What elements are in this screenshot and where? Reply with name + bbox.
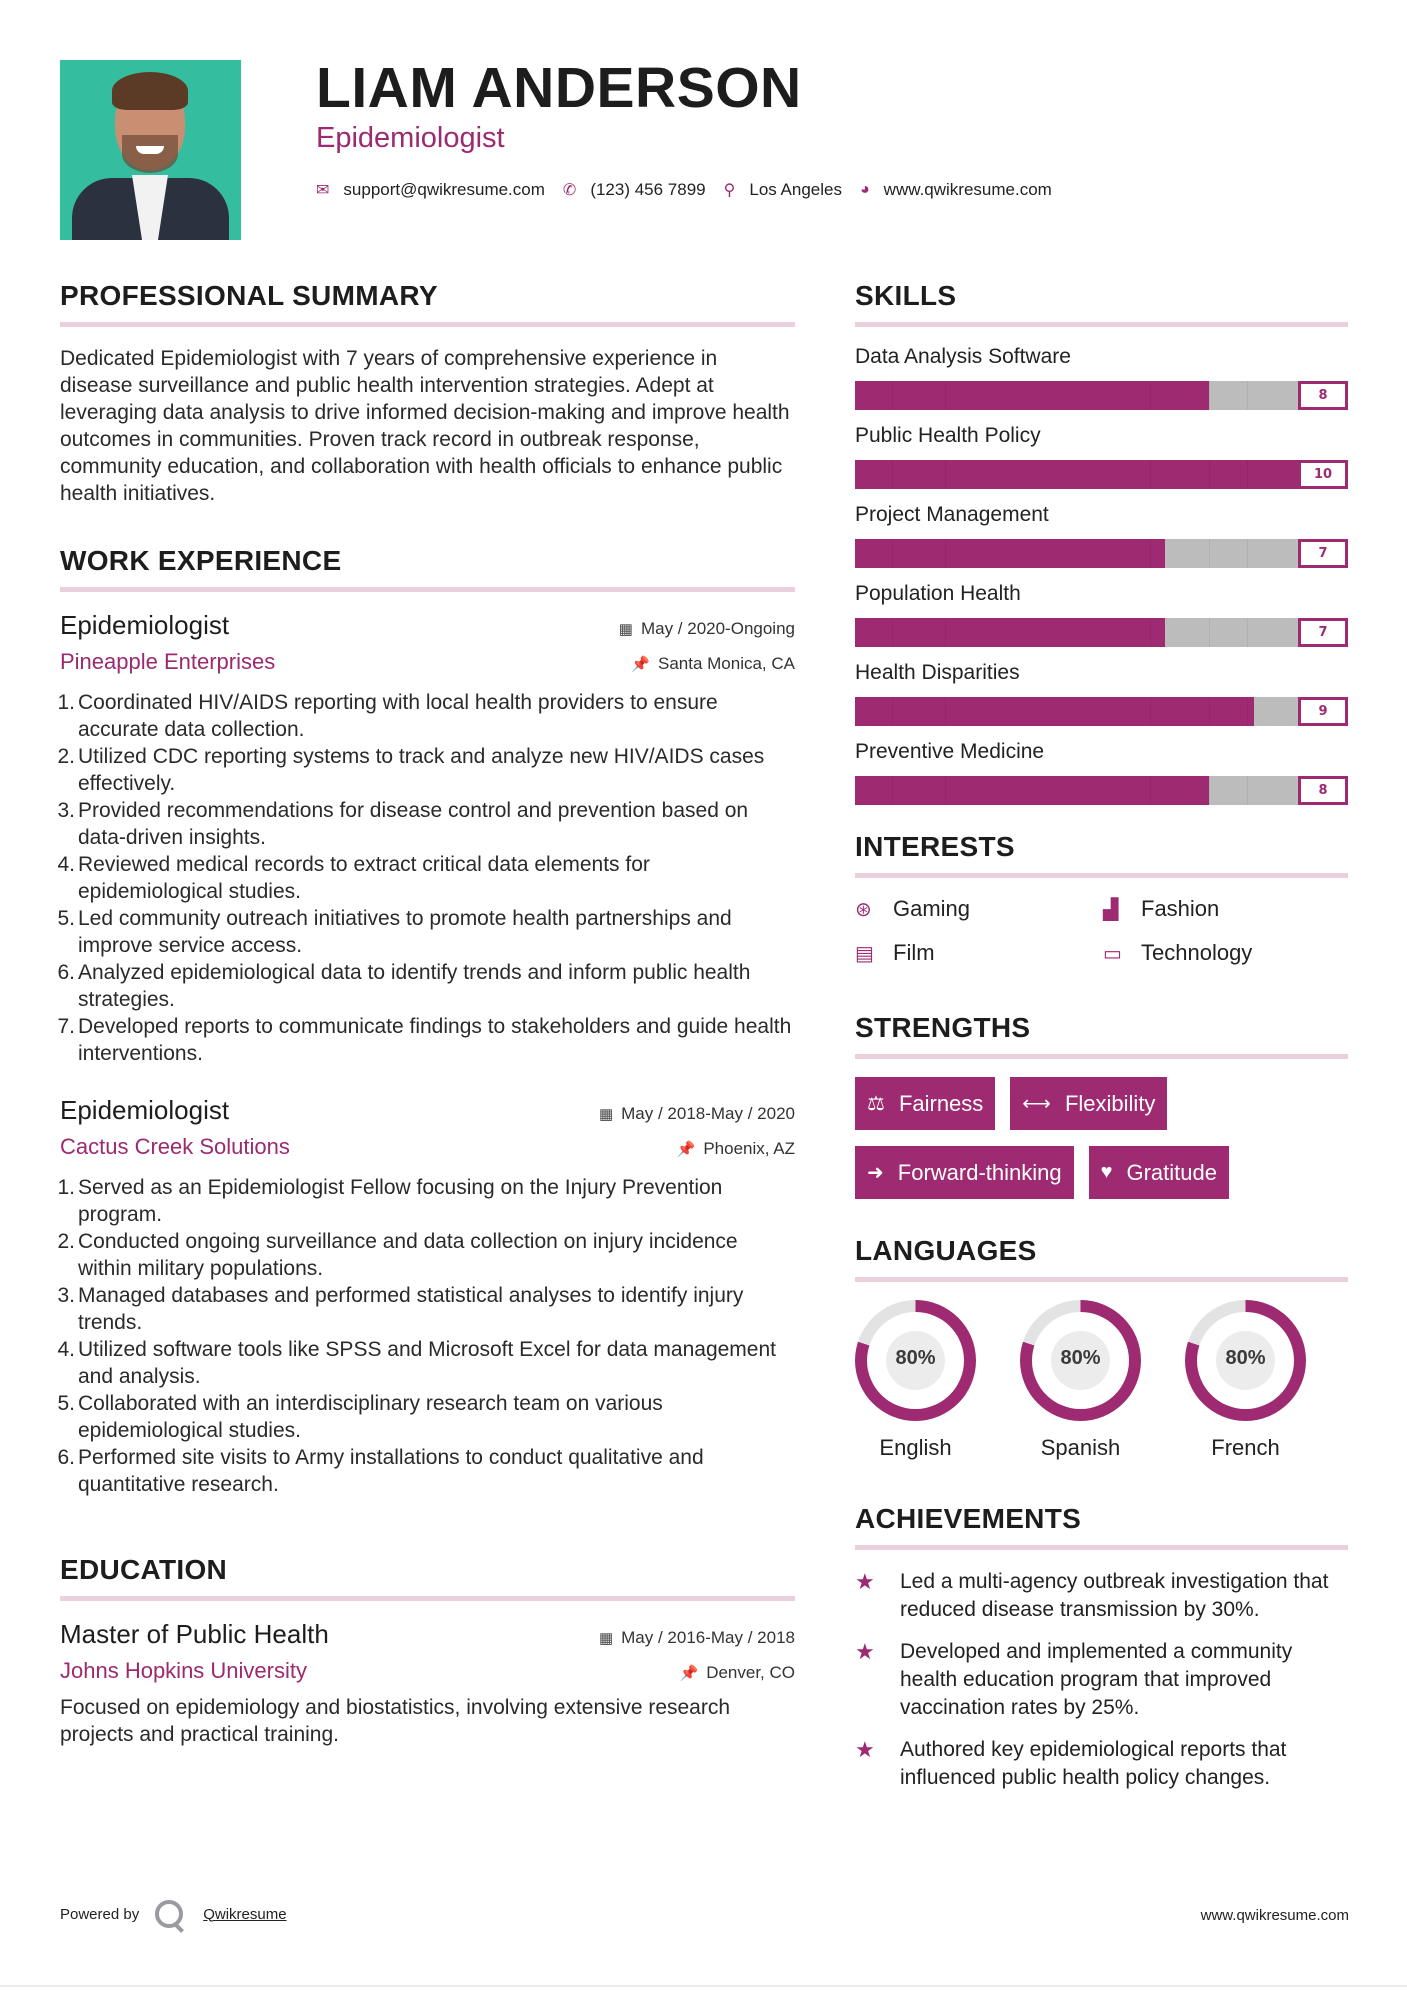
shooting-star-icon: ★ <box>855 1570 875 1595</box>
job-position: Epidemiologist <box>60 610 230 640</box>
skill-bar <box>855 776 1348 805</box>
list-item: Led community outreach initiatives to promote health partnerships and improve service access. <box>78 907 732 957</box>
languages-list <box>855 1300 1348 1461</box>
section-divider <box>855 1277 1348 1282</box>
section-divider <box>60 587 795 592</box>
contact-email[interactable]: support@qwikresume.com <box>343 180 545 199</box>
section-heading: PROFESSIONAL SUMMARY <box>60 280 438 311</box>
skill-item <box>855 345 1348 410</box>
achievement-item: ★ Developed and implemented a community health education program that improved vaccination rates by 25%. <box>855 1638 1348 1722</box>
pushpin-icon: 📌 <box>631 656 650 673</box>
skill-bar <box>855 460 1348 489</box>
skill-bar <box>855 539 1348 568</box>
candidate-name: LIAM ANDERSON <box>316 56 802 120</box>
strength-chip: ➜ Forward-thinking <box>855 1146 1074 1199</box>
language-name: French <box>1211 1435 1280 1460</box>
qwikresume-logo-icon <box>155 1900 183 1928</box>
globe-icon: ◕ <box>860 181 870 198</box>
skill-score: 9 <box>1298 697 1348 726</box>
calendar-icon: ▦ <box>618 621 633 638</box>
job-entry <box>60 610 795 1067</box>
education-description: Focused on epidemiology and biostatistics, involving extensive research projects and practical training. <box>60 1696 731 1746</box>
interest-item: ▭ Technology <box>1103 940 1253 965</box>
skill-score: 8 <box>1298 776 1348 805</box>
list-item: Provided recommendations for disease control and prevention based on data-driven insights. <box>78 799 749 849</box>
skill-label: Population Health <box>855 582 1021 605</box>
list-item: Collaborated with an interdisciplinary research team on various epidemiological studies. <box>78 1392 663 1442</box>
skill-score: 10 <box>1298 460 1348 489</box>
degree: Master of Public Health <box>60 1619 329 1649</box>
skill-item <box>855 503 1348 568</box>
pushpin-icon: 📌 <box>679 1665 699 1682</box>
skill-score: 8 <box>1298 381 1348 410</box>
contact-row <box>316 180 1070 200</box>
qwikresume-link[interactable]: Qwikresume <box>203 1905 287 1923</box>
section-divider <box>855 1545 1348 1550</box>
arrow-right-icon: ➜ <box>867 1162 884 1184</box>
language-progress-ring <box>1020 1300 1141 1421</box>
job-location: Phoenix, AZ <box>703 1139 795 1158</box>
section-heading: SKILLS <box>855 280 957 311</box>
list-item: Served as an Epidemiologist Fellow focusing on the Injury Prevention program. <box>78 1176 723 1226</box>
strengths-list <box>855 1077 1348 1199</box>
language-name: Spanish <box>1040 1435 1121 1460</box>
list-item: Coordinated HIV/AIDS reporting with local health providers to ensure accurate data collection. <box>78 691 718 741</box>
section-heading: EDUCATION <box>60 1554 228 1585</box>
skill-item <box>855 424 1348 489</box>
skill-bar <box>855 697 1348 726</box>
shopping-bag-icon: ▟ <box>1103 898 1119 921</box>
interest-item: ▟ Fashion <box>1103 896 1220 921</box>
heart-icon: ♥ <box>1100 1161 1113 1183</box>
language-progress-ring <box>855 1300 976 1421</box>
phone-icon: ✆ <box>562 182 577 199</box>
candidate-title: Epidemiologist <box>316 122 505 154</box>
section-heading: ACHIEVEMENTS <box>855 1503 1082 1534</box>
strength-chip: ⟷ Flexibility <box>1010 1077 1167 1130</box>
section-divider <box>855 1054 1348 1059</box>
strength-chip: ⚖ Fairness <box>855 1077 995 1130</box>
language-name: English <box>879 1435 952 1460</box>
profile-photo <box>60 60 241 240</box>
calendar-icon: ▦ <box>598 1106 614 1123</box>
list-item: Performed site visits to Army installations to conduct qualitative and quantitative research. <box>78 1446 704 1496</box>
interest-item: ⊛ Gaming <box>855 896 971 921</box>
list-item: Developed reports to communicate findings to stakeholders and guide health interventions. <box>78 1015 792 1065</box>
job-date: May / 2018-May / 2020 <box>621 1104 795 1123</box>
summary-section <box>60 280 795 507</box>
job-company: Pineapple Enterprises <box>60 649 276 674</box>
skill-score: 7 <box>1298 618 1348 647</box>
strengths-section <box>855 1012 1348 1199</box>
school: Johns Hopkins University <box>60 1658 307 1683</box>
list-item: Conducted ongoing surveillance and data collection on injury incidence within military populations. <box>78 1230 738 1280</box>
skills-section <box>855 280 1348 805</box>
interest-item: ▤ Film <box>855 940 935 965</box>
achievement-item: ★ Led a multi-agency outbreak investigation that reduced disease transmission by 30%. <box>855 1568 1348 1624</box>
shooting-star-icon: ★ <box>855 1640 875 1665</box>
strength-chip: ♥ Gratitude <box>1089 1146 1229 1199</box>
skill-label: Public Health Policy <box>855 424 1041 447</box>
contact-phone[interactable]: (123) 456 7899 <box>590 180 706 199</box>
list-item: Analyzed epidemiological data to identify trends and inform public health strategies. <box>78 961 751 1011</box>
balance-scale-icon: ⚖ <box>867 1093 885 1115</box>
section-divider <box>60 1596 795 1601</box>
section-heading: INTERESTS <box>855 831 1015 862</box>
list-item: Managed databases and performed statistical analyses to identify injury trends. <box>78 1284 744 1334</box>
summary-text: Dedicated Epidemiologist with 7 years of comprehensive experience in disease surveillance and public health intervention strategies. Adept at leveraging data analysis to drive informed decision-making and improve health outcomes in communities. Proven track record in outbreak response, community education, and collaboration with health officials to enhance public health initiatives. <box>60 347 790 505</box>
achievements-section <box>855 1503 1348 1792</box>
education-section <box>60 1554 795 1748</box>
language-percent: 80% <box>895 1347 936 1369</box>
language-item <box>1185 1300 1306 1461</box>
language-percent: 80% <box>1225 1347 1266 1369</box>
job-bullets <box>60 1174 795 1498</box>
list-item: Utilized CDC reporting systems to track and analyze new HIV/AIDS cases effectively. <box>78 745 765 795</box>
right-column <box>855 280 1348 1806</box>
map-pin-icon: ⚲ <box>723 182 736 199</box>
powered-by <box>60 1900 287 1928</box>
skill-bar <box>855 381 1348 410</box>
language-item <box>1020 1300 1141 1461</box>
section-heading: WORK EXPERIENCE <box>60 545 342 576</box>
job-position: Epidemiologist <box>60 1095 230 1125</box>
contact-website[interactable]: www.qwikresume.com <box>883 180 1052 199</box>
skill-label: Project Management <box>855 503 1049 526</box>
interests-section <box>855 831 1348 966</box>
job-entry <box>60 1095 795 1498</box>
skill-score: 7 <box>1298 539 1348 568</box>
section-divider <box>60 322 795 327</box>
education-location: Denver, CO <box>706 1663 795 1682</box>
skill-item <box>855 740 1348 805</box>
film-icon: ▤ <box>855 942 874 965</box>
language-percent: 80% <box>1060 1347 1101 1369</box>
skill-label: Data Analysis Software <box>855 345 1071 368</box>
envelope-icon: ✉ <box>316 182 330 199</box>
footer-website[interactable]: www.qwikresume.com <box>1200 1907 1349 1924</box>
job-date: May / 2020-Ongoing <box>640 619 795 638</box>
job-location: Santa Monica, CA <box>657 654 795 673</box>
section-divider <box>855 322 1348 327</box>
arrows-horizontal-icon: ⟷ <box>1022 1093 1051 1115</box>
language-progress-ring <box>1185 1300 1306 1421</box>
achievement-item: ★ Authored key epidemiological reports that influenced public health policy changes. <box>855 1736 1348 1792</box>
list-item: Reviewed medical records to extract critical data elements for epidemiological studies. <box>78 853 650 903</box>
shooting-star-icon: ★ <box>855 1738 875 1763</box>
left-column <box>60 280 795 1748</box>
list-item: Utilized software tools like SPSS and Microsoft Excel for data management and analysis. <box>78 1338 776 1388</box>
gamepad-icon: ⊛ <box>855 898 872 921</box>
contact-location: Los Angeles <box>749 180 842 199</box>
education-date: May / 2016-May / 2018 <box>621 1628 795 1647</box>
pushpin-icon: 📌 <box>676 1141 696 1158</box>
page-bottom-border <box>0 1985 1407 1987</box>
interests-grid <box>855 896 1348 966</box>
skill-label: Health Disparities <box>855 661 1020 684</box>
skill-label: Preventive Medicine <box>855 740 1045 763</box>
section-heading: STRENGTHS <box>855 1012 1031 1043</box>
skill-item <box>855 661 1348 726</box>
section-heading: LANGUAGES <box>855 1235 1037 1266</box>
powered-by-label: Powered by <box>60 1905 140 1923</box>
laptop-icon: ▭ <box>1103 942 1122 965</box>
skill-bar <box>855 618 1348 647</box>
experience-section <box>60 545 795 1498</box>
languages-section <box>855 1235 1348 1461</box>
section-divider <box>855 873 1348 878</box>
calendar-icon: ▦ <box>598 1630 614 1647</box>
job-company: Cactus Creek Solutions <box>60 1134 290 1159</box>
skill-item <box>855 582 1348 647</box>
job-bullets <box>60 689 795 1067</box>
language-item <box>855 1300 976 1461</box>
